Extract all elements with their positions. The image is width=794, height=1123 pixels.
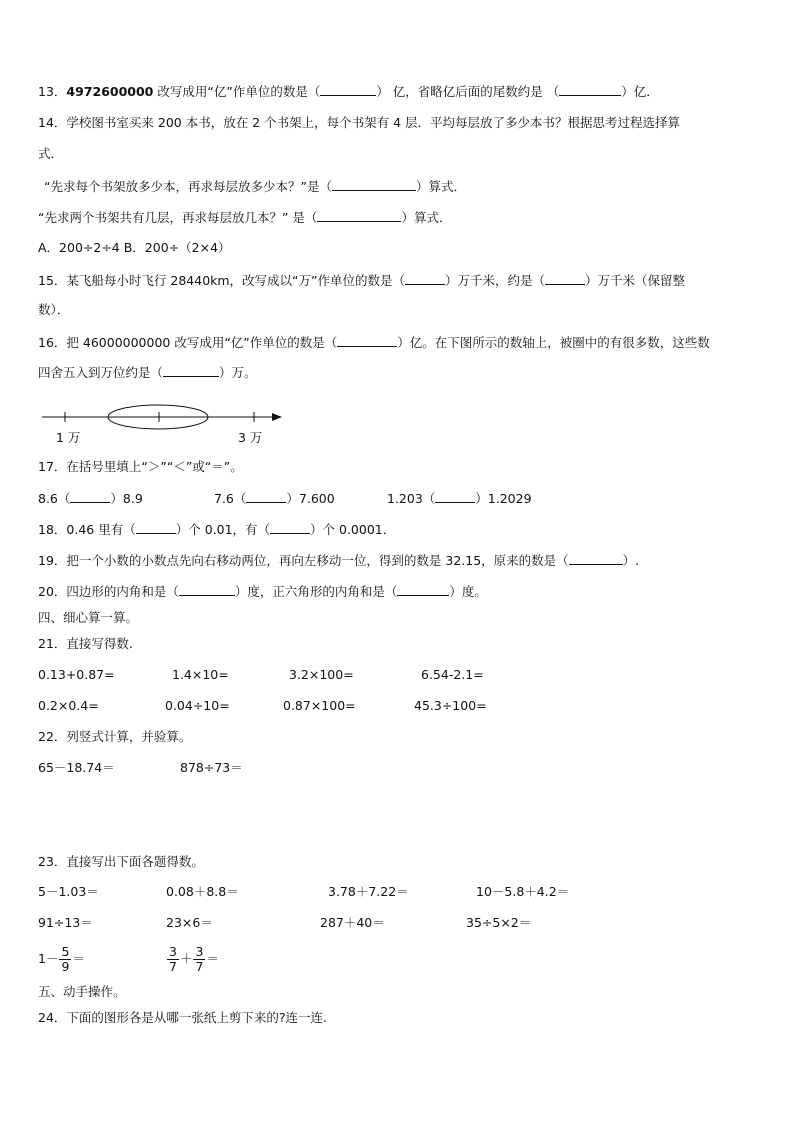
question-text: ）算式． xyxy=(415,179,466,194)
answer-blank[interactable] xyxy=(545,272,585,285)
q23-fraction-item-1 xyxy=(38,942,85,976)
question-22-title: 22．列竖式计算，并验算。 xyxy=(38,729,192,744)
denominator: 9 xyxy=(61,959,70,974)
q23-item: 5－1.03＝ xyxy=(38,884,99,899)
question-text: 8.6（ xyxy=(38,491,71,506)
numerator: 3 xyxy=(195,944,204,959)
answer-blank[interactable] xyxy=(317,209,401,222)
answer-blank[interactable] xyxy=(337,334,397,347)
question-14-line4 xyxy=(38,209,451,226)
q23-item: 287＋40＝ xyxy=(320,915,385,930)
question-text: ）亿。在下图所示的数轴上，被圈中的有很多数，这些数 xyxy=(397,335,710,350)
tick-label-left: 1 万 xyxy=(56,430,81,445)
q23-item: 23×6＝ xyxy=(166,915,213,930)
question-text: ）亿． xyxy=(621,84,659,99)
question-text: 1－ xyxy=(38,951,59,966)
question-14-line2: 式． xyxy=(38,146,64,161)
question-21-title: 21．直接写得数. xyxy=(38,636,133,651)
question-15-line2: 数）． xyxy=(38,302,70,317)
question-18 xyxy=(38,521,395,538)
question-text: 1.203（ xyxy=(387,491,436,506)
q23-fraction-item-2 xyxy=(166,942,219,976)
q23-item: 35÷5×2＝ xyxy=(466,915,532,930)
question-text: 20．四边形的内角和是（ xyxy=(38,584,179,599)
answer-blank[interactable] xyxy=(405,272,445,285)
question-14-line1: 14．学校图书室买来 200 本书，放在 2 个书架上，每个书架有 4 层．平均每层放了多少本书？根据思考过程选择算 xyxy=(38,115,681,130)
question-text: ） 亿，省略亿后面的尾数约是 （ xyxy=(376,84,560,99)
question-text: ）万千米（保留整 xyxy=(585,273,686,288)
question-20 xyxy=(38,583,487,600)
question-15-line1 xyxy=(38,272,685,289)
question-text: 15．某飞船每小时飞行 28440km，改写成以“万”作单位的数是（ xyxy=(38,273,406,288)
question-text: 四舍五入到万位约是（ xyxy=(38,365,164,380)
fraction xyxy=(167,945,179,974)
denominator: 7 xyxy=(195,959,204,974)
q21-item: 45.3÷100= xyxy=(414,698,487,713)
number-line xyxy=(40,404,290,446)
answer-blank[interactable] xyxy=(179,583,235,596)
question-text: “先求两个书架共有几层，再求每层放几本？” 是（ xyxy=(38,210,318,225)
section-5-heading: 五、动手操作。 xyxy=(38,984,126,999)
question-number: 13． xyxy=(38,84,67,99)
question-text: ＋ xyxy=(179,951,193,966)
answer-blank[interactable] xyxy=(559,83,621,96)
answer-blank[interactable] xyxy=(320,83,376,96)
q23-item: 0.08＋8.8＝ xyxy=(166,884,239,899)
answer-blank[interactable] xyxy=(435,490,475,503)
answer-blank[interactable] xyxy=(332,178,416,191)
answer-blank[interactable] xyxy=(70,490,110,503)
big-number: 4972600000 xyxy=(66,84,154,99)
question-text: ）度。 xyxy=(449,584,487,599)
tick-label-right: 3 万 xyxy=(238,430,263,445)
answer-blank[interactable] xyxy=(163,364,219,377)
answer-blank[interactable] xyxy=(569,552,623,565)
q21-item: 0.2×0.4= xyxy=(38,698,99,713)
denominator: 7 xyxy=(169,959,177,974)
numerator: 5 xyxy=(61,944,70,959)
answer-blank[interactable] xyxy=(246,490,286,503)
q21-item: 3.2×100= xyxy=(289,667,354,682)
question-text: “先求每个书架放多少本，再求每层放多少本？”是（ xyxy=(44,179,332,194)
q17-compare-2 xyxy=(214,490,335,507)
q23-item: 3.78＋7.22＝ xyxy=(328,884,409,899)
question-text: ）度，正六角形的内角和是（ xyxy=(234,584,398,599)
q21-item: 0.04÷10= xyxy=(165,698,230,713)
question-16-line2 xyxy=(38,364,257,381)
question-text: ＝ xyxy=(206,951,219,966)
question-text: ）算式． xyxy=(401,210,452,225)
q17-compare-1 xyxy=(38,490,143,507)
question-14-line3 xyxy=(44,178,466,195)
question-text: ）8.9 xyxy=(110,491,143,506)
arrow-head xyxy=(272,413,282,421)
question-text: ）个 0.0001． xyxy=(310,522,396,537)
fraction xyxy=(193,945,205,974)
q21-item: 0.13+0.87= xyxy=(38,667,115,682)
q21-item: 6.54-2.1= xyxy=(421,667,484,682)
question-16-line1 xyxy=(38,334,710,351)
question-14-options: A．200÷2÷4 B．200÷（2×4） xyxy=(38,240,231,255)
question-text: ）. xyxy=(622,553,640,568)
question-text: 16．把 46000000000 改写成用“亿”作单位的数是（ xyxy=(38,335,338,350)
question-19 xyxy=(38,552,639,569)
numerator: 3 xyxy=(169,944,177,959)
answer-blank[interactable] xyxy=(136,521,176,534)
q22-item: 65－18.74＝ xyxy=(38,760,115,775)
q23-item: 91÷13＝ xyxy=(38,915,93,930)
question-text: 改写成用“亿”作单位的数是（ xyxy=(153,84,321,99)
answer-blank[interactable] xyxy=(397,583,449,596)
fraction xyxy=(59,945,71,974)
question-text: ）7.600 xyxy=(286,491,335,506)
question-24: 24．下面的图形各是从哪一张纸上剪下来的?连一连. xyxy=(38,1010,328,1025)
q17-compare-3 xyxy=(387,490,532,507)
q22-item: 878÷73＝ xyxy=(180,760,243,775)
question-23-title: 23．直接写出下面各题得数。 xyxy=(38,854,204,869)
section-4-heading: 四、细心算一算。 xyxy=(38,610,139,625)
q21-item: 0.87×100= xyxy=(283,698,356,713)
q21-item: 1.4×10= xyxy=(172,667,229,682)
question-text: ）万。 xyxy=(219,365,257,380)
q23-item: 10－5.8＋4.2＝ xyxy=(476,884,570,899)
question-text: ）万千米，约是（ xyxy=(445,273,546,288)
question-13 xyxy=(38,83,659,100)
question-text: 7.6（ xyxy=(214,491,247,506)
answer-blank[interactable] xyxy=(270,521,310,534)
number-line-graphic xyxy=(40,404,290,430)
question-text: ＝ xyxy=(72,951,85,966)
question-17-title: 17．在括号里填上“＞”“＜”或“＝”。 xyxy=(38,459,243,474)
question-text: 19．把一个小数的小数点先向右移动两位，再向左移动一位，得到的数是 32.15，原来的数是（ xyxy=(38,553,569,568)
question-text: ）个 0.01，有（ xyxy=(175,522,271,537)
question-text: ）1.2029 xyxy=(475,491,532,506)
question-text: 18．0.46 里有（ xyxy=(38,522,136,537)
